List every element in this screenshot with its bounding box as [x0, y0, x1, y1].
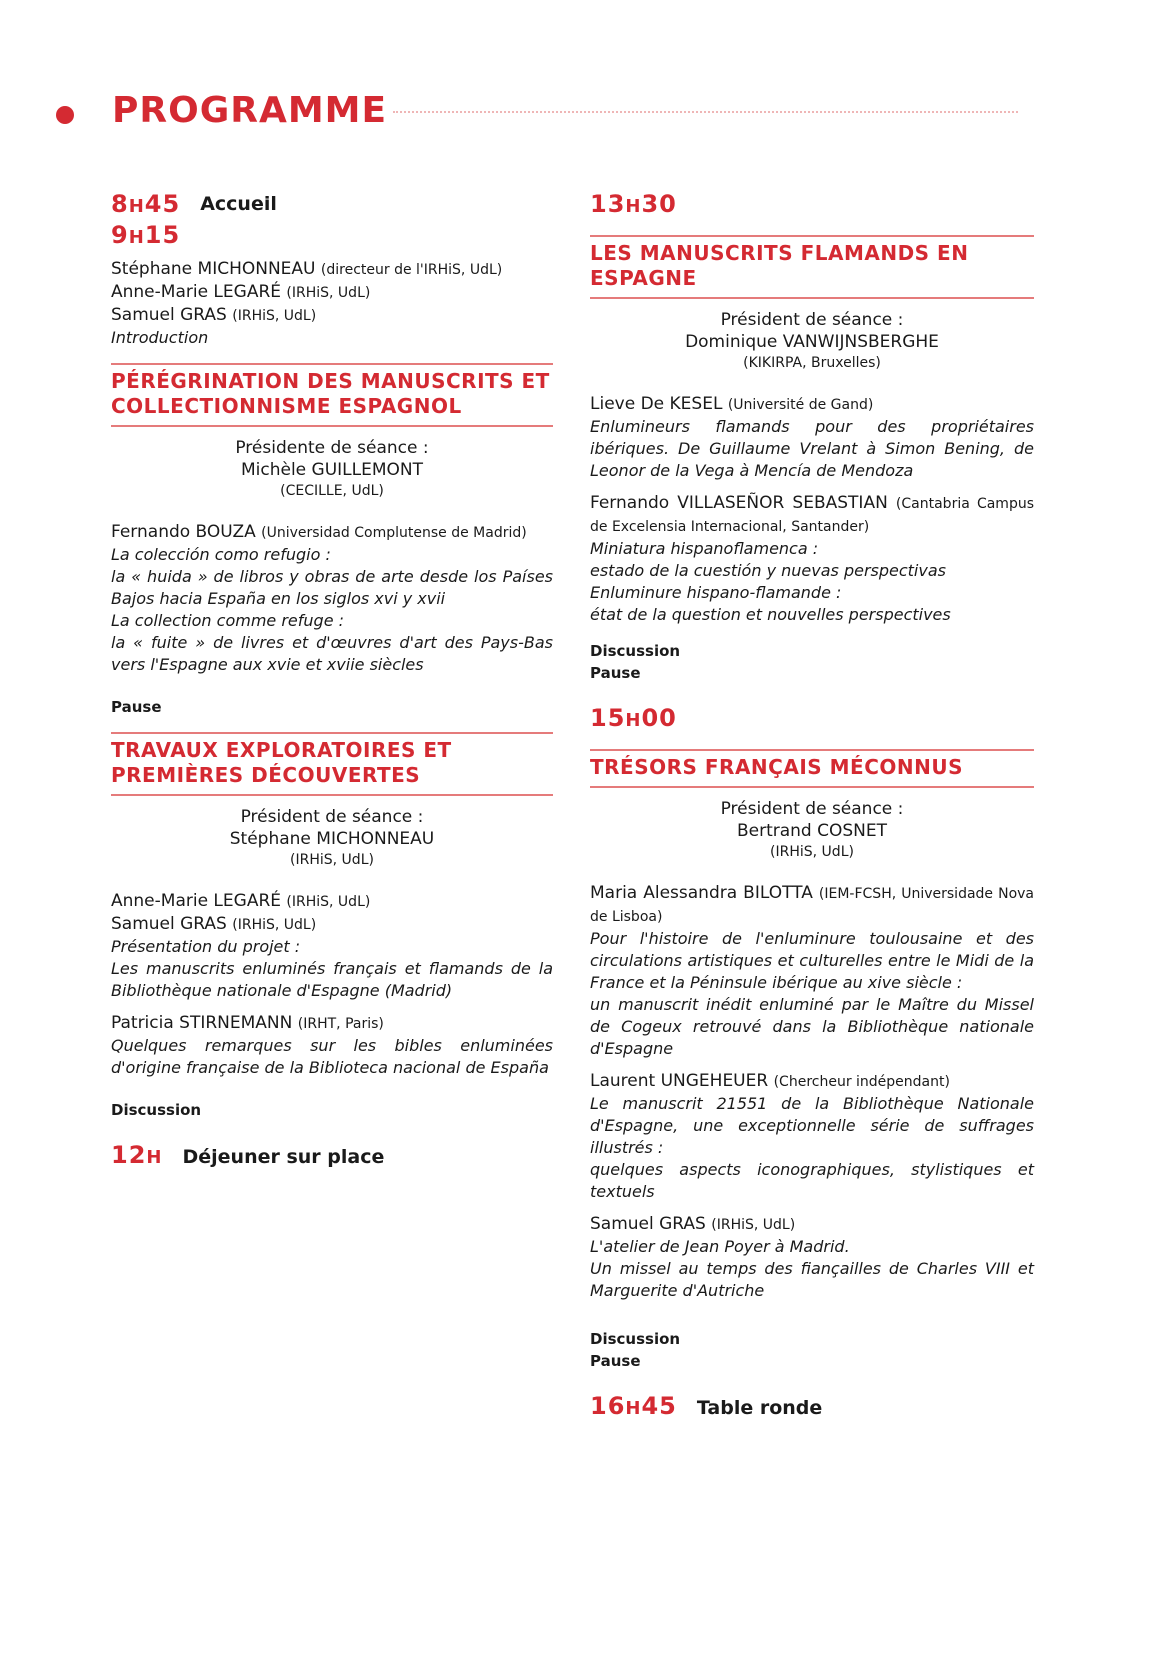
speaker: Maria Alessandra BILOTTA (IEM-FCSH, Universidade Nova de Lisboa)	[590, 883, 1035, 925]
intro-label: Introduction	[111, 328, 209, 347]
right-column	[590, 190, 1034, 1423]
welcome-label: Accueil	[200, 193, 277, 215]
talk-title: état de la question et nouvelles perspectives	[590, 605, 951, 624]
chair-name: Michèle GUILLEMONT	[240, 460, 424, 480]
speaker: Samuel GRAS (IRHiS, UdL)	[111, 914, 317, 934]
talk-title: un manuscrit inédit enluminé par le Maître du Missel de Cogeux retrouvé dans la Bibliothèque nationale d'Espagne	[590, 995, 1034, 1058]
opening-speaker: Stéphane MICHONNEAU (directeur de l'IRHiS, UdL)	[111, 259, 503, 279]
discussion-label: Discussion	[590, 1330, 681, 1348]
chair-affiliation: (CECILLE, UdL)	[280, 483, 384, 499]
session-title-2: TRAVAUX EXPLORATOIRES ET PREMIÈRES DÉCOUVERTES	[111, 732, 553, 796]
chair-label: Président de séance :	[720, 310, 904, 330]
talk-title: L'atelier de Jean Poyer à Madrid.	[590, 1237, 850, 1256]
pause-label: Pause	[590, 1352, 641, 1370]
bullet-dot-icon	[56, 106, 74, 124]
talk-title: Enlumineurs flamands pour des propriétaires ibériques. De Guillaume Vrelant à Simon Bening, de Leonor de la Vega à Mencía de Mendoza	[590, 417, 1034, 480]
opening-speaker: Anne-Marie LEGARÉ (IRHiS, UdL)	[111, 282, 371, 302]
opening-speaker: Samuel GRAS (IRHiS, UdL)	[111, 305, 317, 325]
speaker: Fernando BOUZA (Universidad Complutense de Madrid)	[111, 522, 527, 542]
time-start: 8H45	[111, 190, 181, 218]
lunch-label: Déjeuner sur place	[182, 1146, 385, 1168]
time-afternoon: 13H30	[590, 190, 677, 218]
speaker: Lieve De KESEL (Université de Gand)	[590, 394, 874, 414]
talk-title: Les manuscrits enluminés français et flamands de la Bibliothèque nationale d'Espagne (Madrid)	[111, 959, 553, 1000]
round-table-block	[590, 1392, 1034, 1423]
chair-name: Bertrand COSNET	[736, 821, 888, 841]
speaker: Anne-Marie LEGARÉ (IRHiS, UdL)	[111, 891, 371, 911]
chair-label: Président de séance :	[240, 807, 424, 827]
chair-name: Stéphane MICHONNEAU	[229, 829, 435, 849]
session-title-3: LES MANUSCRITS FLAMANDS EN ESPAGNE	[590, 235, 1034, 299]
lunch-block	[111, 1141, 553, 1172]
talk-title: estado de la cuestión y nuevas perspectivas	[590, 561, 946, 580]
talk-title: Enluminure hispano-flamande :	[590, 583, 842, 602]
session-title-1: PÉRÉGRINATION DES MANUSCRITS ET COLLECTIONNISME ESPAGNOL	[111, 363, 553, 427]
time-end: 9H15	[111, 221, 181, 249]
pause-label: Pause	[111, 698, 162, 716]
round-table-label: Table ronde	[696, 1397, 823, 1419]
talk-title: Miniatura hispanoflamenca :	[590, 539, 819, 558]
time-late-afternoon: 15H00	[590, 704, 677, 732]
lunch-time: 12H	[111, 1141, 163, 1169]
talk-title: Présentation du projet :	[111, 937, 301, 956]
welcome-block	[111, 190, 553, 252]
talk-title: quelques aspects iconographiques, stylistiques et textuels	[590, 1160, 1034, 1201]
speaker: Patricia STIRNEMANN (IRHT, Paris)	[111, 1013, 384, 1033]
speaker: Samuel GRAS (IRHiS, UdL)	[590, 1214, 796, 1234]
chair-affiliation: (IRHiS, UdL)	[770, 844, 854, 860]
round-table-time: 16H45	[590, 1392, 677, 1420]
talk-title: Un missel au temps des fiançailles de Charles VIII et Marguerite d'Autriche	[590, 1259, 1034, 1300]
talk-title: la « huida » de libros y obras de arte desde los Países Bajos hacia España en los siglos xvi y xvii	[111, 567, 553, 608]
chair-label: Présidente de séance :	[235, 438, 429, 458]
talk-title: la « fuite » de livres et d'œuvres d'art des Pays-Bas vers l'Espagne aux xvie et xviie siècles	[111, 633, 553, 674]
speaker: Fernando VILLASEÑOR SEBASTIAN (Cantabria Campus de Excelensia Internacional, Santander)	[590, 493, 1034, 535]
chair-label: Président de séance :	[720, 799, 904, 819]
title-dotted-rule	[393, 111, 1018, 113]
talk-title: Quelques remarques sur les bibles enluminées d'origine française de la Biblioteca nacional de España	[111, 1036, 553, 1077]
page-header	[0, 0, 1166, 170]
page-title: PROGRAMME	[112, 90, 388, 131]
chair-name: Dominique VANWIJNSBERGHE	[685, 332, 939, 352]
session-title-4: TRÉSORS FRANÇAIS MÉCONNUS	[590, 749, 1034, 788]
talk-title: La colección como refugio :	[111, 545, 331, 564]
pause-label: Pause	[590, 664, 641, 682]
talk-title: La collection comme refuge :	[111, 611, 345, 630]
discussion-label: Discussion	[111, 1101, 202, 1119]
chair-affiliation: (IRHiS, UdL)	[290, 852, 374, 868]
discussion-label: Discussion	[590, 642, 681, 660]
chair-affiliation: (KIKIRPA, Bruxelles)	[743, 355, 881, 371]
speaker: Laurent UNGEHEUER (Chercheur indépendant)	[590, 1071, 950, 1091]
left-column	[111, 190, 553, 1172]
talk-title: Le manuscrit 21551 de la Bibliothèque Nationale d'Espagne, une exceptionnelle série de suffrages illustrés :	[590, 1094, 1034, 1157]
talk-title: Pour l'histoire de l'enluminure toulousaine et des circulations artistiques et culturelles entre le Midi de la France et la Péninsule ibérique au xive siècle :	[590, 929, 1034, 992]
